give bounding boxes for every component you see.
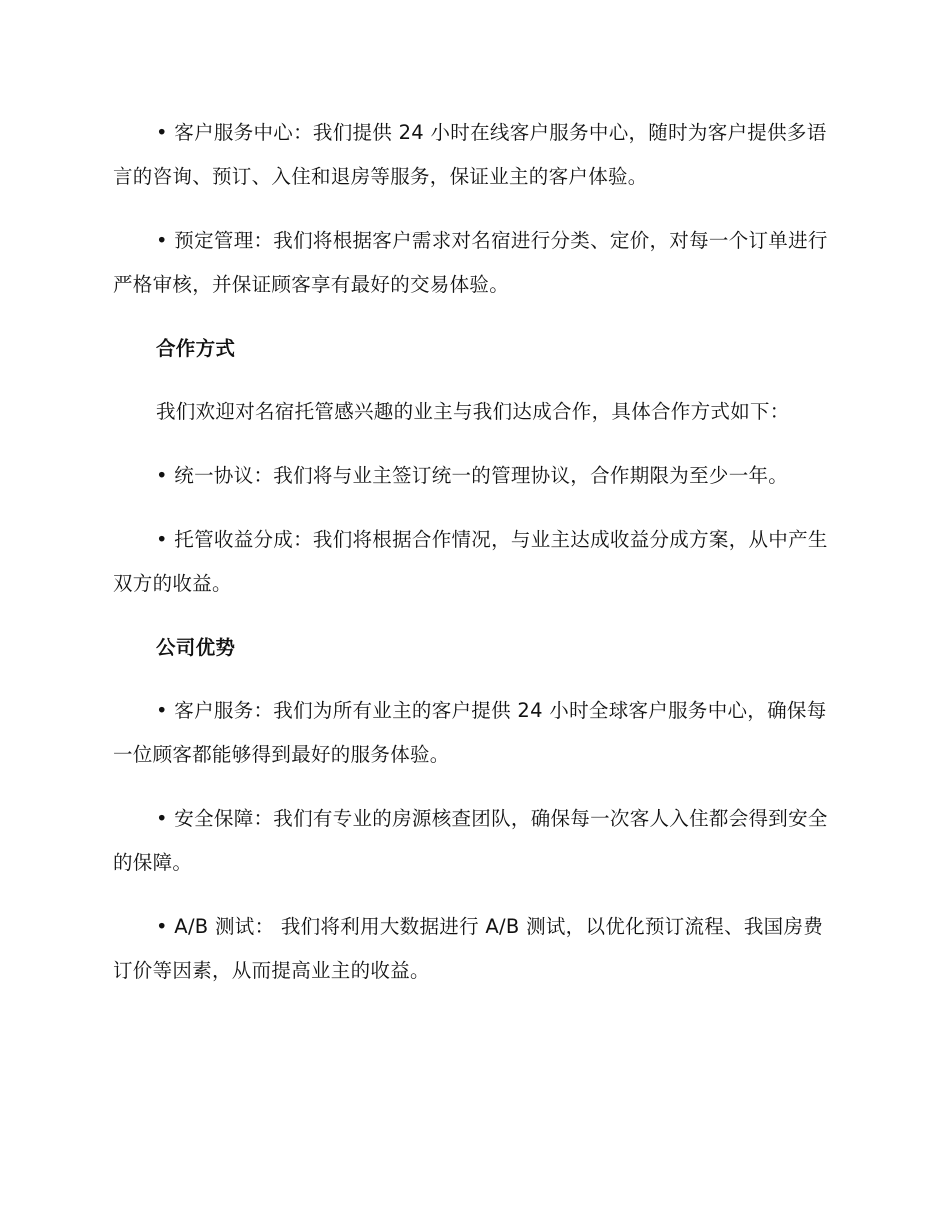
paragraph-customer-service-center: • 客户服务中心：我们提供 24 小时在线客户服务中心，随时为客户提供多语言的咨询、预订、入住和退房等服务，保证业主的客户体验。 [113, 121, 827, 188]
paragraph-revenue-share: • 托管收益分成：我们将根据合作情况，与业主达成收益分成方案，从中产生双方的收益。 [113, 528, 828, 595]
paragraph-unified-agreement: • 统一协议：我们将与业主签订统一的管理协议，合作期限为至少一年。 [156, 464, 789, 487]
paragraph-customer-service: • 客户服务：我们为所有业主的客户提供 24 小时全球客户服务中心，确保每一位顾客都能够得到最好的服务体验。 [113, 699, 827, 766]
heading-cooperation: 合作方式 [156, 337, 236, 360]
paragraph-cooperation-intro: 我们欢迎对名宿托管感兴趣的业主与我们达成合作，具体合作方式如下： [156, 400, 790, 423]
paragraph-safety: • 安全保障：我们有专业的房源核查团队，确保每一次客人入住都会得到安全的保障。 [113, 807, 828, 874]
document-body [113, 111, 833, 1013]
paragraph-booking-management: • 预定管理：我们将根据客户需求对名宿进行分类、定价，对每一个订单进行严格审核，并保证顾客享有最好的交易体验。 [113, 229, 828, 296]
paragraph-ab-testing: • A/B 测试： 我们将利用大数据进行 A/B 测试，以优化预订流程、我国房费订价等因素，从而提高业主的收益。 [113, 915, 824, 982]
heading-advantages: 公司优势 [156, 636, 236, 659]
